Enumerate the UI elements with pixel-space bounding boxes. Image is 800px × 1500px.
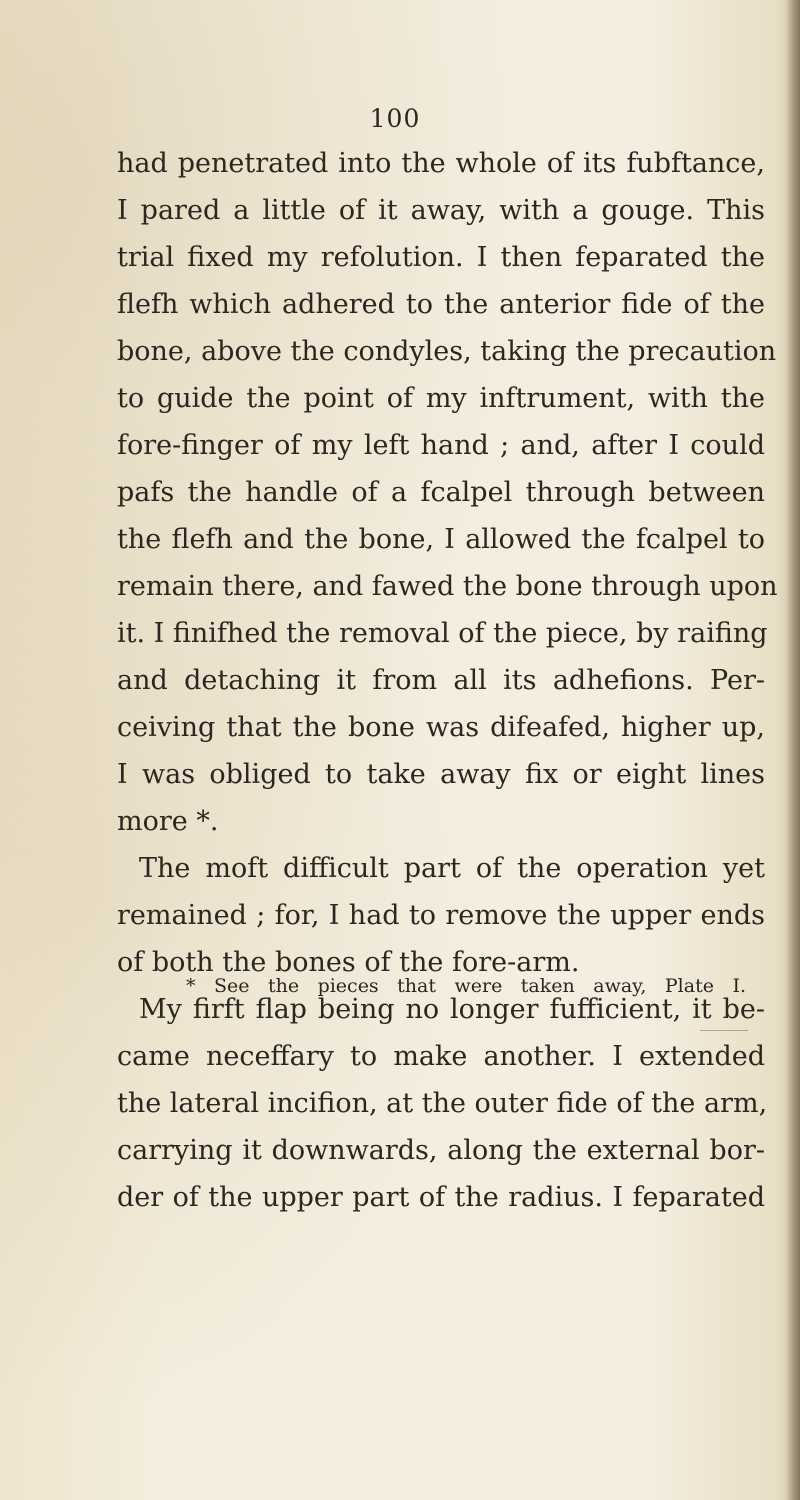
- paragraph: [117, 986, 768, 1221]
- paragraph: [117, 845, 765, 986]
- text-line: bone, above the condyles, taking the precaution: [117, 336, 777, 367]
- page-number: 100: [369, 104, 421, 133]
- divider: [700, 1030, 748, 1031]
- paragraph: [117, 140, 778, 845]
- text-line: of both the bones of the fore-arm.: [117, 947, 580, 978]
- text-line: ceiving that the bone was difeafed, higher up,: [117, 712, 765, 743]
- text-line: more *.: [117, 806, 219, 837]
- text-line: remained ; for, I had to remove the upper ends: [117, 900, 765, 931]
- text-line: fore-finger of my left hand ; and, after I could: [117, 430, 765, 461]
- text-line: remain there, and fawed the bone through upon: [117, 571, 778, 602]
- text-line: to guide the point of my inftrument, with the: [117, 383, 765, 414]
- text-line: der of the upper part of the radius. I feparated: [117, 1182, 765, 1213]
- text-line: it. I finifhed the removal of the piece, by raifing: [117, 618, 768, 649]
- text-line: I was obliged to take away fix or eight lines: [117, 759, 765, 790]
- text-line: carrying it downwards, along the external bor-: [117, 1135, 765, 1166]
- text-line: the flefh and the bone, I allowed the fcalpel to: [117, 524, 765, 555]
- page-edge-shadow: [786, 0, 800, 1500]
- text-line: My firft flap being no longer fufficient, it be-: [139, 994, 765, 1025]
- body-text: [117, 140, 778, 1221]
- text-line: and detaching it from all its adhefions. Per-: [117, 665, 765, 696]
- text-line: flefh which adhered to the anterior fide of the: [117, 289, 765, 320]
- text-line: had penetrated into the whole of its fubftance,: [117, 148, 765, 179]
- text-line: the lateral incifion, at the outer fide of the arm,: [117, 1088, 768, 1119]
- text-line: came neceffary to make another. I extended: [117, 1041, 765, 1072]
- text-line: I pared a little of it away, with a gouge. This: [117, 195, 765, 226]
- text-line: trial fixed my refolution. I then feparated the: [117, 242, 765, 273]
- text-line: The moft difficult part of the operation yet: [139, 853, 765, 884]
- text-line: pafs the handle of a fcalpel through between: [117, 477, 765, 508]
- footnote: * See the pieces that were taken away, Plate I.: [186, 975, 746, 997]
